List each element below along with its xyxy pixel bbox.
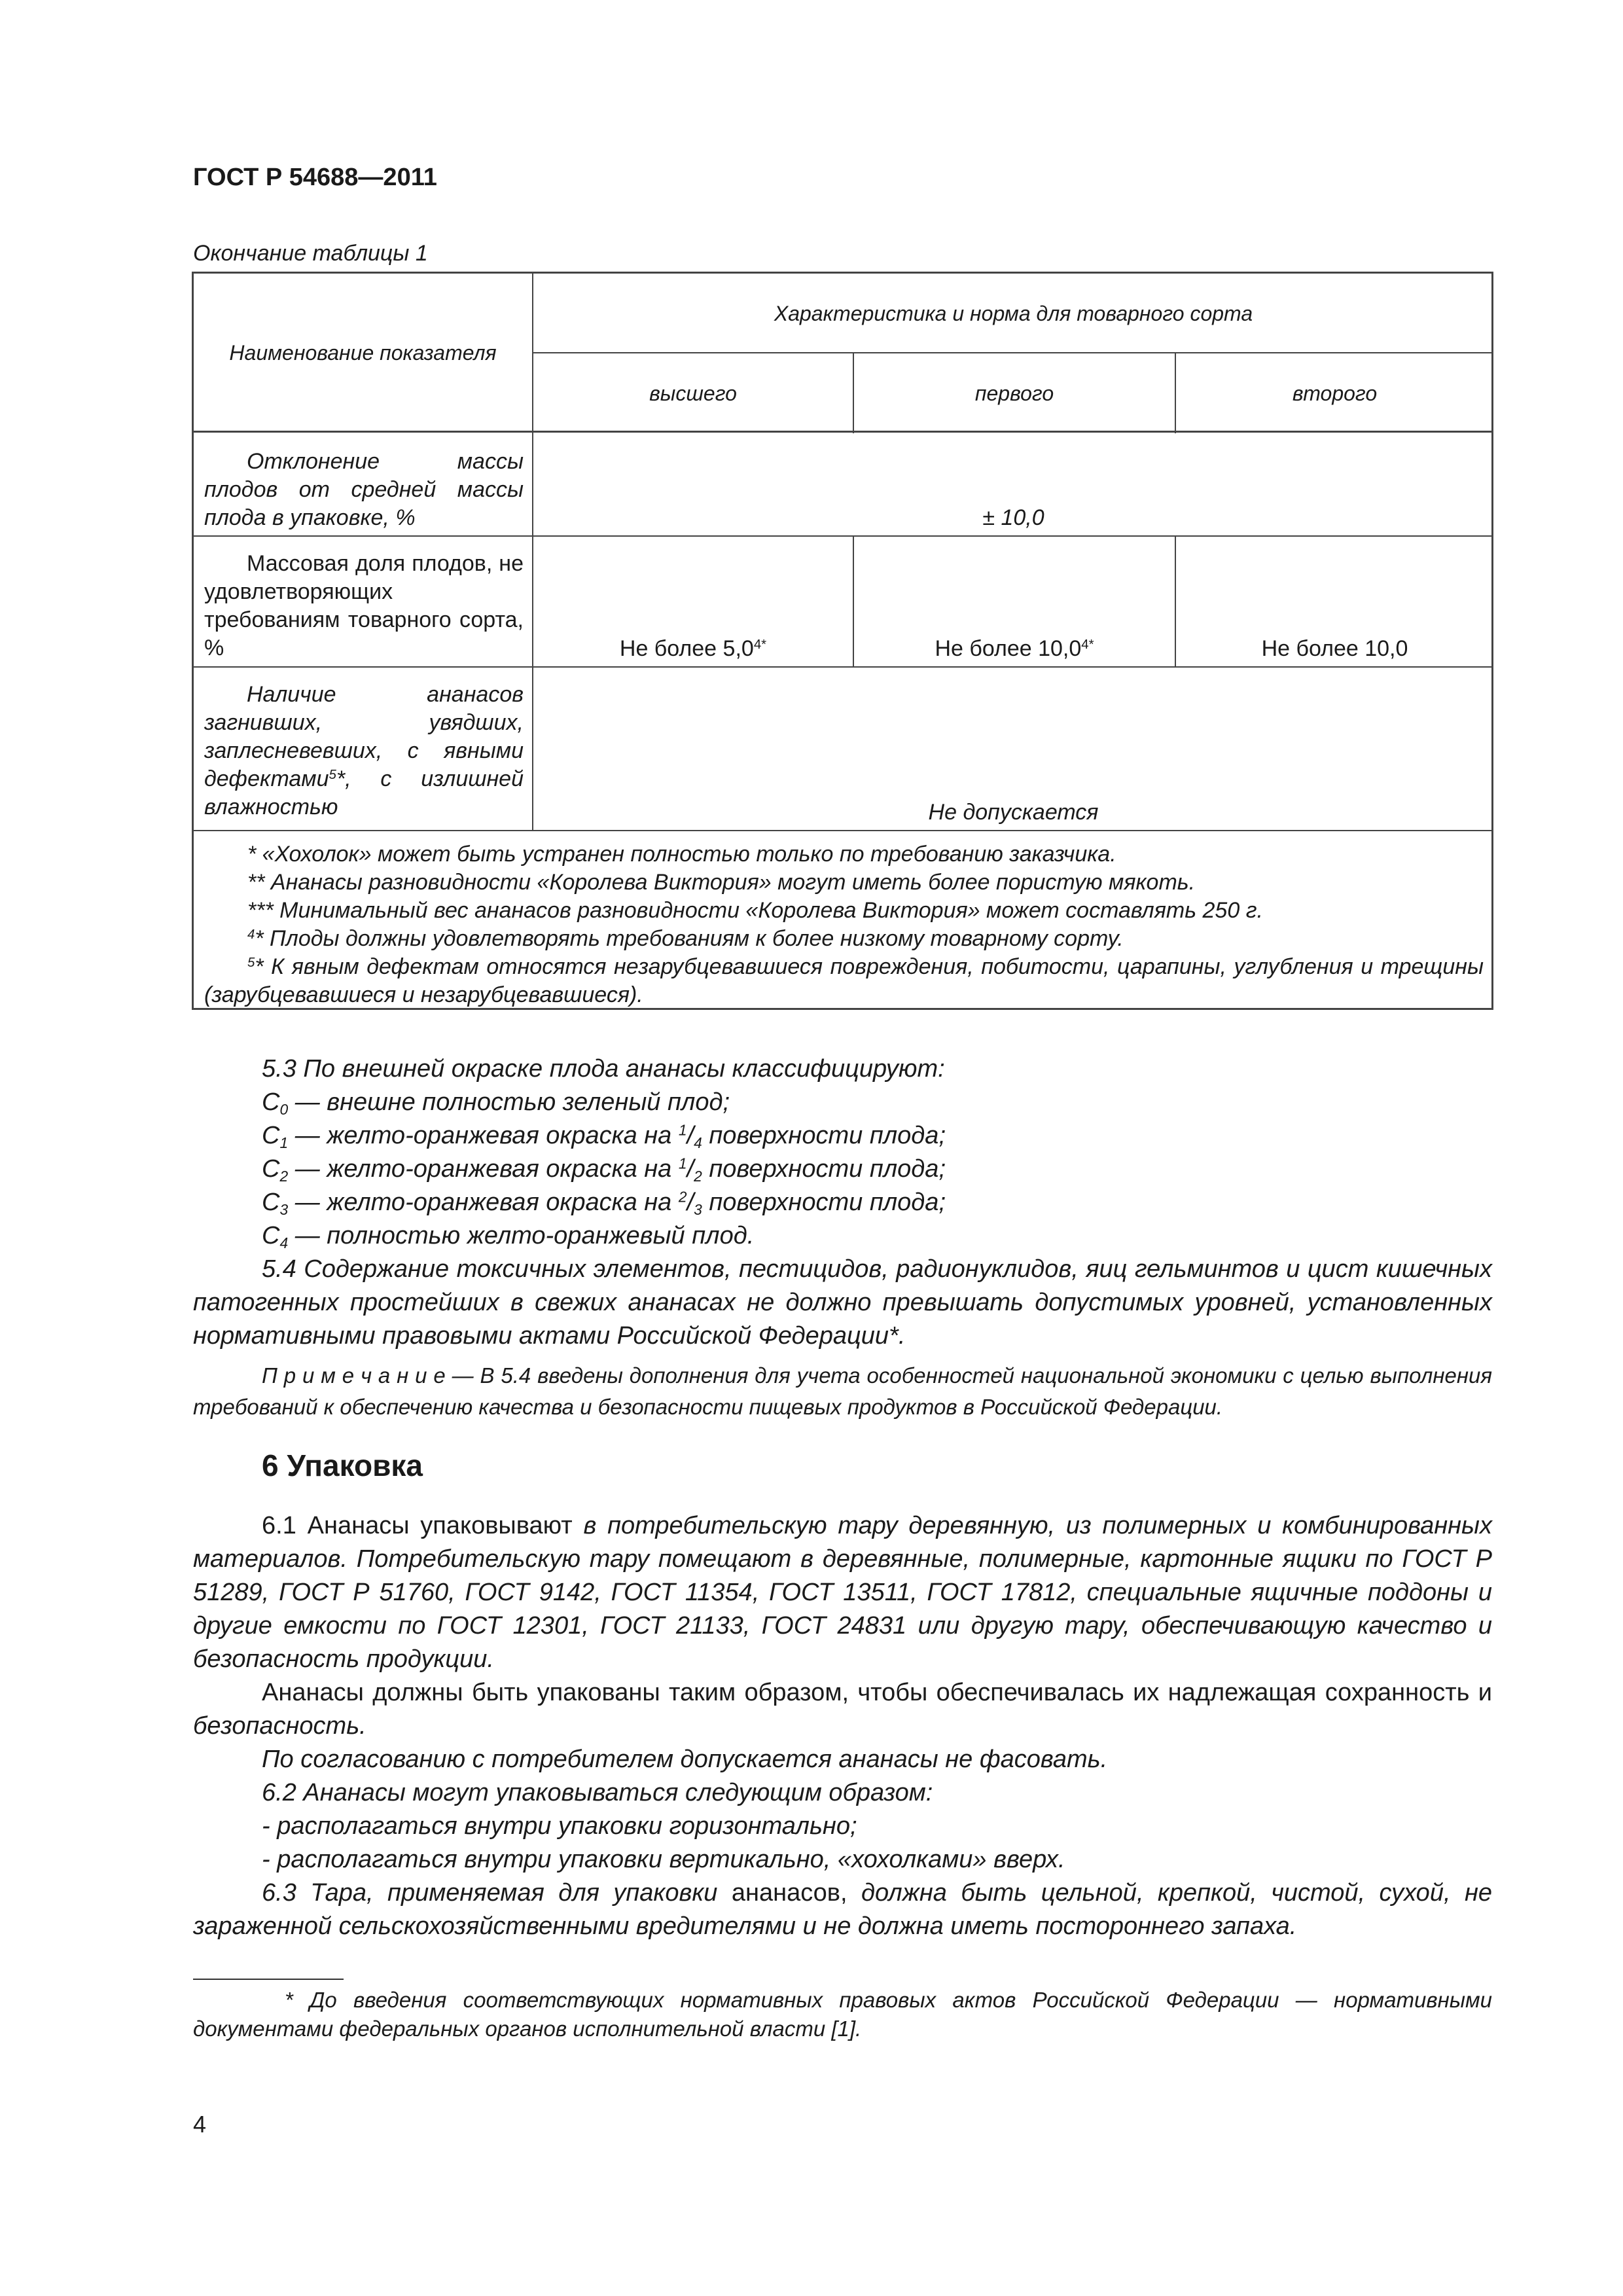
- table-divider: [194, 431, 1493, 433]
- table-divider: [194, 535, 1493, 537]
- table-footnote: ** Ананасы разновидности «Королева Виктория» могут иметь более пористую мякоть.: [247, 870, 1196, 895]
- footnote-rule: [193, 1979, 344, 1980]
- table-footnotes: [204, 840, 1484, 1009]
- color-class-c2: $С_2$ — желто-оранжевая окраска на $^1/_2$ поверхности плода;: [262, 1155, 946, 1185]
- table-divider: [194, 830, 1493, 831]
- table-footnote: * «Хохолок» может быть устранен полностью только по требованию заказчика.: [247, 842, 1116, 867]
- table-1: [192, 272, 1493, 1010]
- document-header: ГОСТ Р 54688—2011: [193, 164, 437, 191]
- list-item: - располагаться внутри упаковки горизонтально;: [262, 1812, 857, 1840]
- header-grade-highest: высшего: [649, 382, 737, 405]
- paragraph-6-2: 6.2 Ананасы могут упаковываться следующим образом:: [262, 1779, 933, 1806]
- table-footnote: *** Минимальный вес ананасов разновидности «Королева Виктория» может составлять 250 г.: [247, 898, 1263, 923]
- paragraph-agreement: По согласованию с потребителем допускается ананасы не фасовать.: [262, 1746, 1108, 1773]
- row-nonconforming-name: Массовая доля плодов, не удовлетворяющих требованиям товарного сорта, %: [204, 551, 524, 660]
- list-item: - располагаться внутри упаковки вертикально, «хохолками» вверх.: [262, 1846, 1065, 1873]
- paragraph-5-3: 5.3 По внешней окраске плода ананасы классифицируют:: [262, 1055, 945, 1083]
- section-6-heading: 6 Упаковка: [262, 1448, 423, 1482]
- row-defects-value: Не допускается: [928, 800, 1099, 825]
- paragraph-packing: Ананасы должны быть упакованы таким образом, чтобы обеспечивалась их надлежащая сохранность и безопасность.: [193, 1679, 1492, 1740]
- color-class-c1: $С_1$ — желто-оранжевая окраска на $^1/_4$ поверхности плода;: [262, 1121, 946, 1151]
- color-class-c0: $С_0$ — внешне полностью зеленый плод;: [262, 1088, 730, 1118]
- table-footnote: $^5$* К явным дефектам относятся незарубцевавшиеся повреждения, побитости, царапины, углубления и трещины (зарубцевавшиеся и незарубцевавшиеся).: [204, 954, 1484, 1007]
- paragraph-5-4: 5.4 Содержание токсичных элементов, пестицидов, радионуклидов, яиц гельминтов и цист кишечных патогенных простейших в свежих ананасах не должно превышать допустимых уровней, установленных нормативными правовыми актами Российской Федерации*.: [193, 1255, 1492, 1350]
- table-divider: [532, 274, 533, 831]
- header-grade-second: второго: [1292, 382, 1378, 405]
- table-caption: Окончание таблицы 1: [193, 241, 428, 266]
- page-footnote: * До введения соответствующих нормативных правовых актов Российской Федерации — нормативными документами федеральных органов исполнительной власти [1].: [193, 1988, 1492, 2041]
- header-grade-first: первого: [974, 382, 1054, 405]
- paragraph-6-3: 6.3 Тара, применяемая для упаковки ананасов, должна быть цельной, крепкой, чистой, сухой, не зараженной сельскохозяйственными вредителями и не должна иметь постороннего запаха.: [193, 1879, 1492, 1940]
- row-nonconforming-highest: Не более $5,0^{4*}$: [619, 636, 767, 661]
- page-number: 4: [193, 2111, 207, 2138]
- row-mass-deviation-name: Отклонение массы плодов от средней массы плода в упаковке, %: [204, 449, 524, 530]
- paragraph-6-1: 6.1 Ананасы упаковывают в потребительскую тару деревянную, из полимерных и комбинированных материалов. Потребительскую тару помещают в деревянные, полимерные, картонные ящики по ГОСТ Р 51289, ГОСТ Р 51760, ГОСТ 9142, ГОСТ 11354, ГОСТ 13511, ГОСТ 17812, специальные ящичные поддоны и другие емкости по ГОСТ 12301, ГОСТ 21133, ГОСТ 24831 или другую тару, обеспечивающую качество и безопасность продукции.: [193, 1512, 1492, 1673]
- row-defects-name: Наличие ананасов загнивших, увядших, заплесневевших, с явными дефектами$^5$*, с излишней влажностью: [204, 682, 524, 819]
- row-nonconforming-first: Не более $10,0^{4*}$: [935, 636, 1094, 661]
- header-grade-group: Характеристика и норма для товарного сорта: [774, 302, 1253, 325]
- table-divider: [532, 352, 1493, 353]
- color-class-c4: $С_4$ — полностью желто-оранжевый плод.: [262, 1222, 755, 1251]
- table-footnote: $^4$* Плоды должны удовлетворять требованиям к более низкому товарному сорту.: [247, 926, 1124, 951]
- note-5-4: П р и м е ч а н и е — В 5.4 введены дополнения для учета особенностей национальной экономики с целью выполнения требований к обеспечению качества и безопасности пищевых продуктов в Российской Федерации.: [193, 1363, 1492, 1419]
- row-mass-deviation-value: ± 10,0: [982, 505, 1044, 530]
- row-nonconforming-second: Не более 10,0: [1261, 636, 1408, 661]
- table-divider: [194, 666, 1493, 668]
- header-indicator: Наименование показателя: [229, 341, 497, 365]
- color-class-c3: $С_3$ — желто-оранжевая окраска на $^2/_3$ поверхности плода;: [262, 1188, 946, 1218]
